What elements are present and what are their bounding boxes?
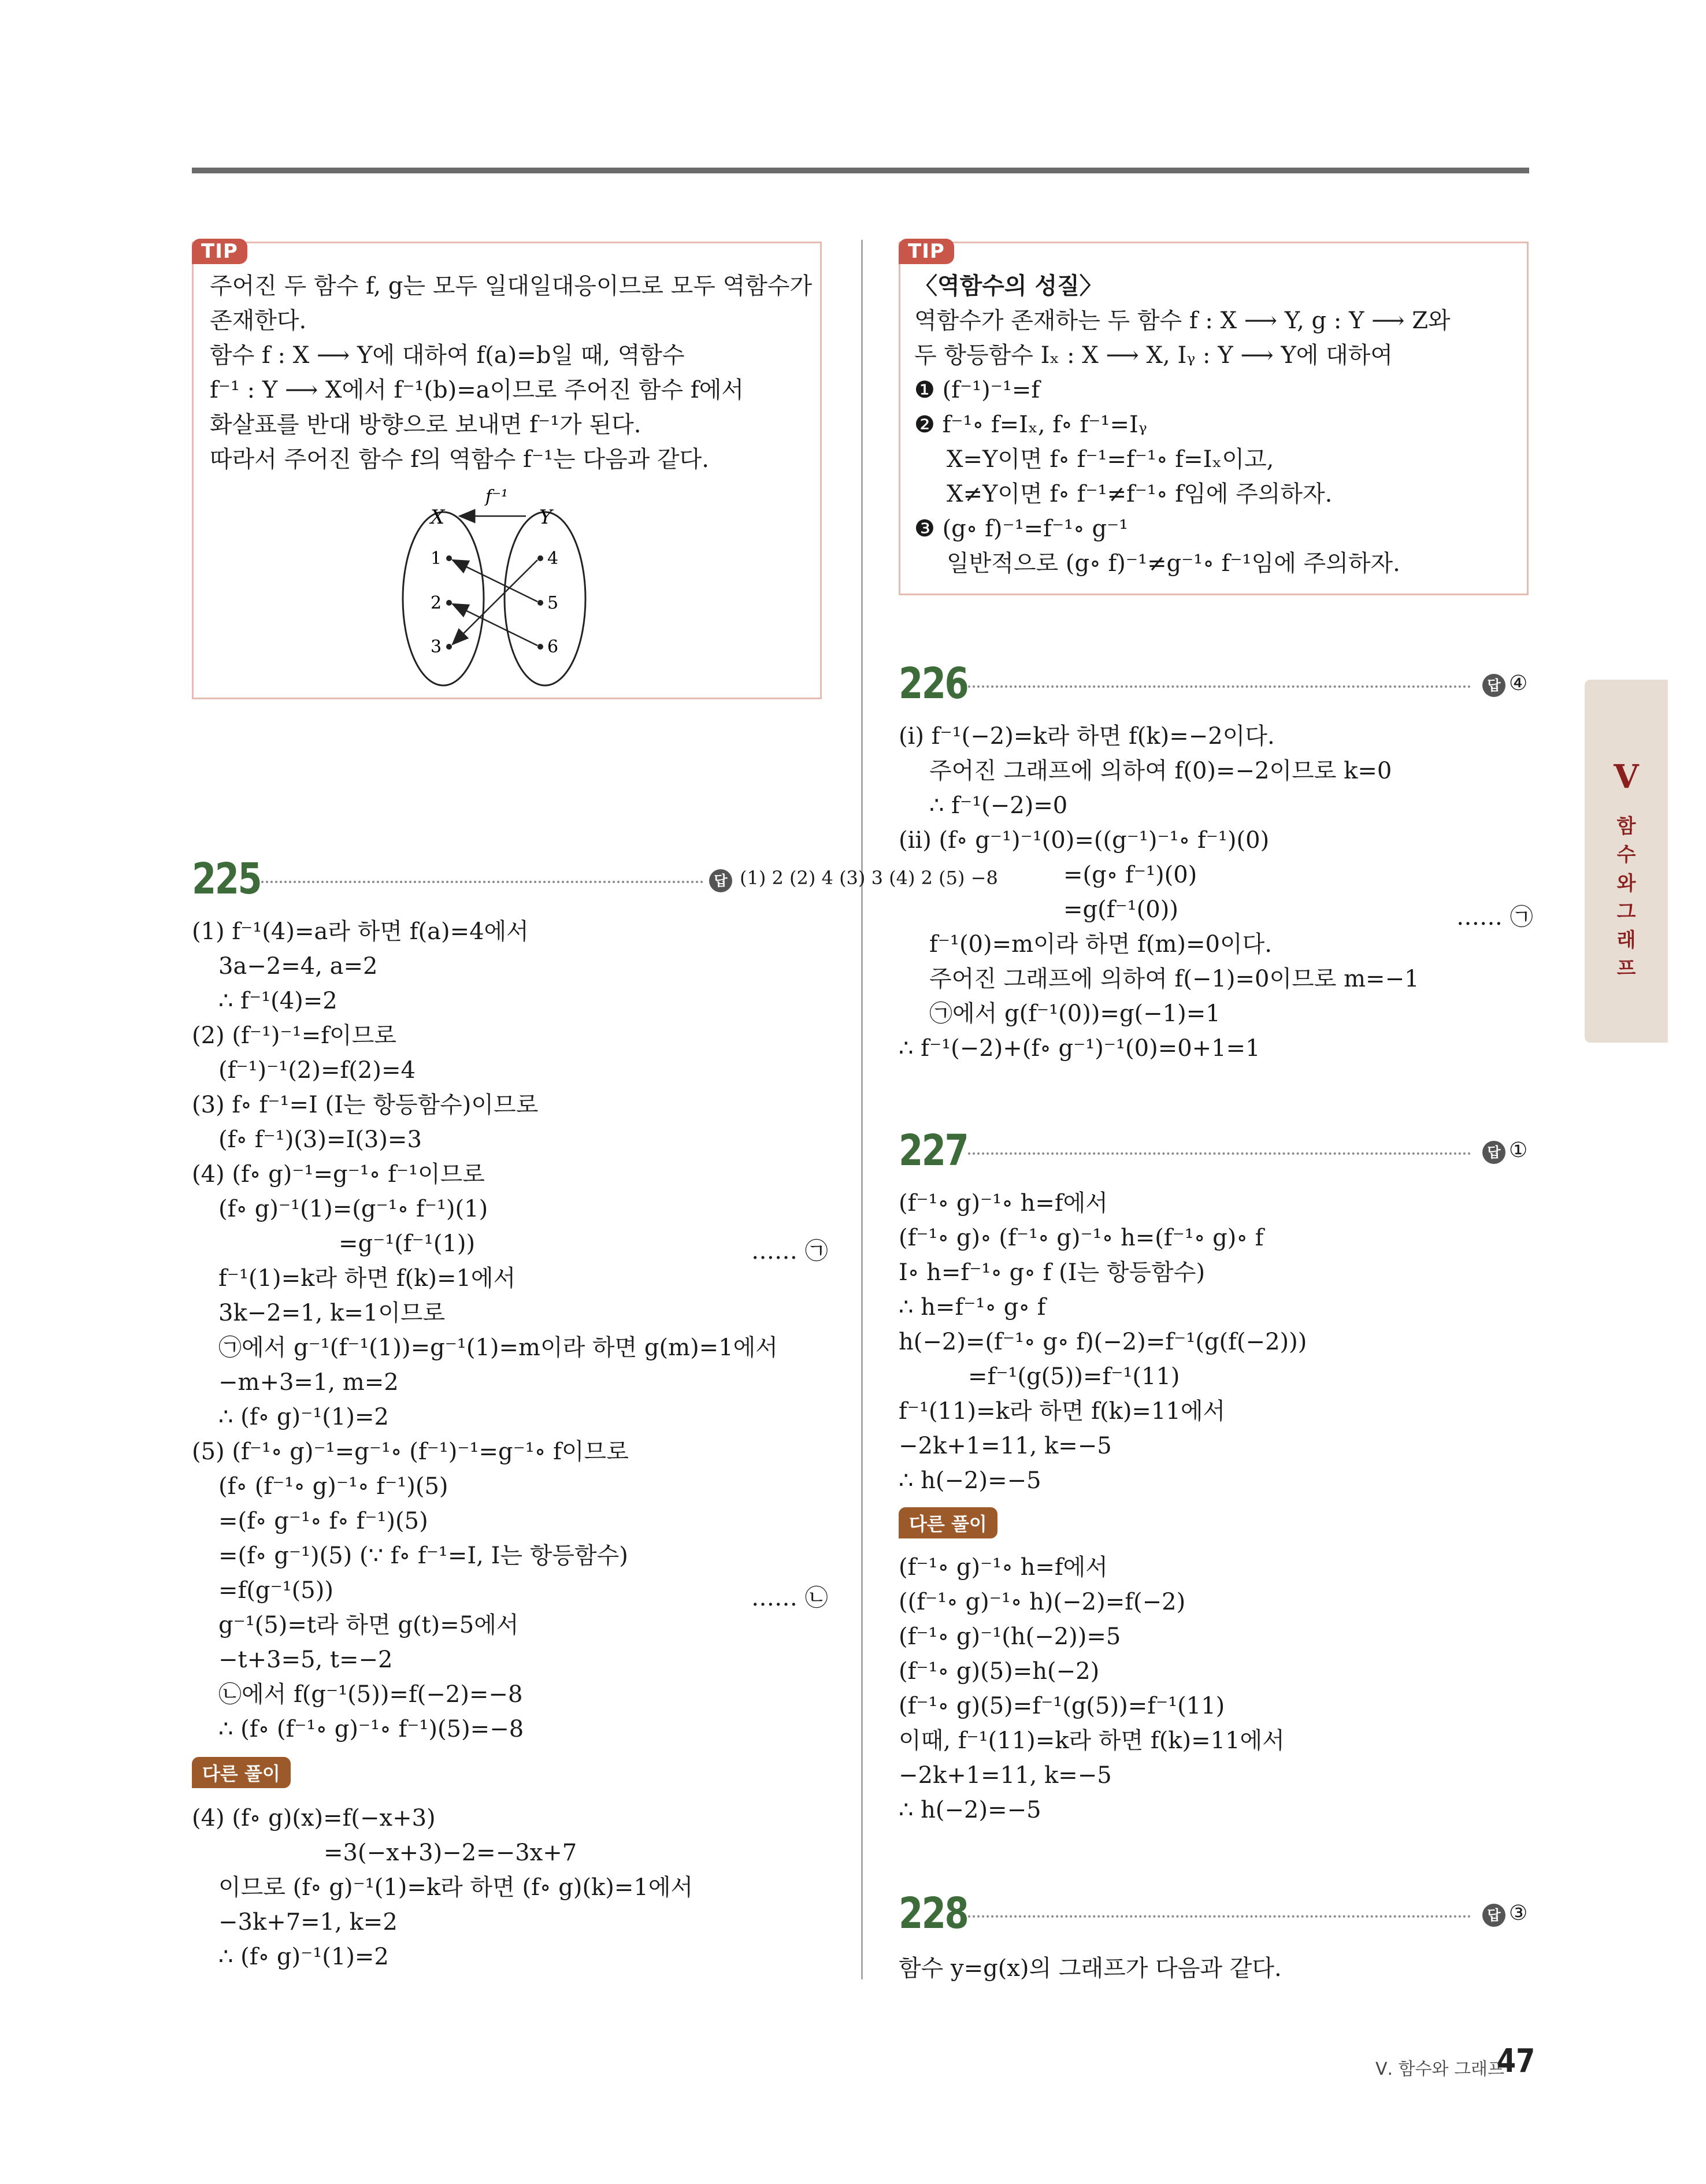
set-y-label: Y (539, 506, 552, 529)
solution-line: −m+3=1, m=2 (218, 1369, 399, 1396)
tip-line: X≠Y이면 f∘ f⁻¹≠f⁻¹∘ f임에 주의하자. (947, 481, 1333, 507)
answer-icon: 답 (709, 869, 732, 892)
solution-line: =(f∘ g⁻¹)(5) (∵ f∘ f⁻¹=I, I는 항등함수) (218, 1542, 628, 1569)
solution-line: g⁻¹(5)=t라 하면 g(t)=5에서 (218, 1612, 519, 1638)
solution-line: =(f∘ g⁻¹∘ f∘ f⁻¹)(5) (218, 1508, 428, 1534)
solution-line: ∴ f⁻¹(−2)=0 (929, 792, 1068, 819)
solution-line: ㉠에서 g⁻¹(f⁻¹(1))=g⁻¹(1)=m이라 하면 g(m)=1에서 (218, 1334, 778, 1361)
alt-solution-line: =3(−x+3)−2=−3x+7 (324, 1840, 577, 1866)
arrow-label: f⁻¹ (485, 487, 508, 507)
alt-solution-badge: 다른 풀이 (899, 1507, 997, 1538)
answer-icon: 답 (1482, 1904, 1505, 1927)
problem-number: 228 (899, 1889, 968, 1938)
solution-line: f⁻¹(11)=k라 하면 f(k)=11에서 (899, 1398, 1226, 1425)
solution-line: f⁻¹(0)=m이라 하면 f(m)=0이다. (929, 931, 1272, 958)
alt-solution-line: (f⁻¹∘ g)⁻¹(h(−2))=5 (899, 1623, 1121, 1650)
map-arrow (453, 560, 537, 644)
equation-mark: …… ㉠ (751, 1238, 828, 1265)
alt-solution-line: (f⁻¹∘ g)(5)=f⁻¹(g(5))=f⁻¹(11) (899, 1693, 1225, 1719)
alt-solution-line: 이때, f⁻¹(11)=k라 하면 f(k)=11에서 (899, 1727, 1285, 1754)
tip-line: 〈역함수의 성질〉 (914, 272, 1103, 299)
alt-solution-line: ((f⁻¹∘ g)⁻¹∘ h)(−2)=f(−2) (899, 1589, 1186, 1615)
alt-solution-line: (f⁻¹∘ g)⁻¹∘ h=f에서 (899, 1554, 1108, 1581)
answer-text: (1) 2 (2) 4 (3) 3 (4) 2 (5) −8 (740, 867, 998, 889)
chapter-label-char: 프 (1616, 957, 1636, 981)
solution-line: (f∘ g)⁻¹(1)=(g⁻¹∘ f⁻¹)(1) (218, 1196, 488, 1222)
solution-line: (f⁻¹)⁻¹(2)=f(2)=4 (218, 1057, 416, 1084)
column-divider (861, 240, 863, 1979)
solution-line: (2) (f⁻¹)⁻¹=f이므로 (192, 1022, 396, 1049)
solution-line: ㉡에서 f(g⁻¹(5))=f(−2)=−8 (218, 1681, 523, 1708)
y-elem: 6 (547, 637, 559, 657)
solution-line: ㉠에서 g(f⁻¹(0))=g(−1)=1 (929, 1000, 1221, 1027)
solution-line: ∴ f⁻¹(4)=2 (218, 988, 338, 1014)
tip-line: X=Y이면 f∘ f⁻¹=f⁻¹∘ f=Iₓ이고, (947, 446, 1274, 473)
solution-line: 주어진 그래프에 의하여 f(0)=−2이므로 k=0 (929, 758, 1392, 784)
chapter-label-char: 수 (1616, 843, 1636, 867)
solution-line: =g(f⁻¹(0)) (1063, 896, 1178, 923)
x-elem: 3 (431, 637, 442, 657)
alt-solution-line: ∴ (f∘ g)⁻¹(1)=2 (218, 1944, 389, 1970)
answer-icon: 답 (1482, 674, 1505, 697)
alt-solution-badge: 다른 풀이 (192, 1757, 291, 1788)
set-y-ellipse (505, 512, 585, 685)
solution-line: 주어진 그래프에 의하여 f(−1)=0이므로 m=−1 (929, 966, 1419, 992)
solution-line: =(g∘ f⁻¹)(0) (1063, 862, 1197, 888)
leader-dots (261, 881, 703, 883)
solution-line: 함수 y=g(x)의 그래프가 다음과 같다. (899, 1955, 1282, 1982)
problem-number: 227 (899, 1126, 968, 1176)
chapter-label-char: 함 (1616, 815, 1636, 838)
chapter-side-tab (1585, 680, 1668, 1043)
tip-badge: TIP (899, 239, 954, 264)
solution-line: =f⁻¹(g(5))=f⁻¹(11) (968, 1363, 1180, 1390)
equation-mark: …… ㉠ (1456, 904, 1533, 930)
solution-line: h(−2)=(f⁻¹∘ g∘ f)(−2)=f⁻¹(g(f(−2))) (899, 1329, 1307, 1355)
alt-solution-line: (f⁻¹∘ g)(5)=h(−2) (899, 1658, 1100, 1685)
alt-solution-line: −3k+7=1, k=2 (218, 1909, 398, 1935)
solution-line: =g⁻¹(f⁻¹(1)) (339, 1230, 476, 1257)
answer-icon: 답 (1482, 1141, 1505, 1164)
solution-line: (ⅰ) f⁻¹(−2)=k라 하면 f(k)=−2이다. (899, 723, 1275, 750)
solution-line: ∴ (f∘ (f⁻¹∘ g)⁻¹∘ f⁻¹)(5)=−8 (218, 1716, 524, 1742)
solution-line: ∴ h=f⁻¹∘ g∘ f (899, 1294, 1046, 1321)
solution-line: (f∘ f⁻¹)(3)=I(3)=3 (218, 1126, 422, 1153)
map-arrow (453, 604, 537, 646)
map-arrow (453, 560, 537, 602)
chapter-roman: V (1614, 758, 1639, 796)
chapter-label-char: 와 (1616, 872, 1636, 895)
solution-line: ∴ h(−2)=−5 (899, 1467, 1041, 1494)
answer-text: ① (1509, 1139, 1528, 1162)
tip-line: ❶ (f⁻¹)⁻¹=f (914, 377, 1040, 403)
tip-line: 일반적으로 (g∘ f)⁻¹≠g⁻¹∘ f⁻¹임에 주의하자. (947, 550, 1400, 577)
tip-line: 두 항등함수 Iₓ : X ⟶ X, Iᵧ : Y ⟶ Y에 대하여 (914, 342, 1393, 369)
x-elem: 1 (431, 548, 442, 569)
chapter-label-char: 그 (1616, 900, 1636, 924)
leader-dots (968, 1152, 1471, 1155)
tip-line: 주어진 두 함수 f, g는 모두 일대일대응이므로 모두 역함수가 (210, 273, 813, 299)
problem-228-header (899, 1889, 1529, 1938)
tip-line: 화살표를 반대 방향으로 보내면 f⁻¹가 된다. (210, 411, 641, 438)
problem-226-header (899, 659, 1529, 709)
tip-box-left (192, 242, 822, 699)
solution-line: −2k+1=11, k=−5 (899, 1433, 1112, 1459)
problem-number: 225 (192, 854, 261, 904)
tip-line: 존재한다. (210, 307, 307, 334)
solution-line: (3) f∘ f⁻¹=I (I는 항등함수)이므로 (192, 1092, 539, 1118)
solution-line: (5) (f⁻¹∘ g)⁻¹=g⁻¹∘ (f⁻¹)⁻¹=g⁻¹∘ f이므로 (192, 1438, 629, 1465)
solution-line: 3k−2=1, k=1이므로 (218, 1300, 446, 1326)
solution-line: −t+3=5, t=−2 (218, 1647, 393, 1673)
problem-225-header (192, 854, 998, 904)
equation-mark: …… ㉡ (751, 1585, 828, 1611)
solution-line: (4) (f∘ g)⁻¹=g⁻¹∘ f⁻¹이므로 (192, 1161, 485, 1188)
answer-text: ④ (1509, 672, 1528, 695)
leader-dots (968, 1915, 1471, 1918)
solution-line: (f⁻¹∘ g)∘ (f⁻¹∘ g)⁻¹∘ h=(f⁻¹∘ g)∘ f (899, 1225, 1264, 1251)
answer-text: ③ (1509, 1901, 1528, 1925)
solution-line: ∴ (f∘ g)⁻¹(1)=2 (218, 1404, 389, 1430)
leader-dots (968, 685, 1471, 688)
alt-solution-line: −2k+1=11, k=−5 (899, 1762, 1112, 1789)
alt-solution-line: ∴ h(−2)=−5 (899, 1797, 1041, 1823)
solution-line: (ⅱ) (f∘ g⁻¹)⁻¹(0)=((g⁻¹)⁻¹∘ f⁻¹)(0) (899, 827, 1270, 854)
solution-line: (1) f⁻¹(4)=a라 하면 f(a)=4에서 (192, 918, 529, 945)
solution-line: I∘ h=f⁻¹∘ g∘ f (I는 항등함수) (899, 1259, 1206, 1286)
y-elem: 4 (547, 548, 559, 569)
solution-line: (f⁻¹∘ g)⁻¹∘ h=f에서 (899, 1190, 1108, 1217)
tip-badge: TIP (192, 239, 247, 264)
inverse-mapping-diagram (396, 480, 615, 694)
solution-line: f⁻¹(1)=k라 하면 f(k)=1에서 (218, 1265, 516, 1292)
chapter-label (1585, 813, 1668, 984)
chapter-label-char: 래 (1616, 929, 1636, 952)
tip-line: 따라서 주어진 함수 f의 역함수 f⁻¹는 다음과 같다. (210, 446, 709, 473)
tip-line: ❸ (g∘ f)⁻¹=f⁻¹∘ g⁻¹ (914, 516, 1129, 542)
tip-line: f⁻¹ : Y ⟶ X에서 f⁻¹(b)=a이므로 주어진 함수 f에서 (210, 377, 744, 403)
solution-line: 3a−2=4, a=2 (218, 953, 378, 980)
top-rule (192, 168, 1529, 173)
solution-line: (f∘ (f⁻¹∘ g)⁻¹∘ f⁻¹)(5) (218, 1473, 448, 1500)
alt-solution-line: (4) (f∘ g)(x)=f(−x+3) (192, 1805, 436, 1831)
solution-line: ∴ f⁻¹(−2)+(f∘ g⁻¹)⁻¹(0)=0+1=1 (899, 1035, 1260, 1062)
solution-line: =f(g⁻¹(5)) (218, 1577, 333, 1604)
set-x-ellipse (403, 512, 484, 685)
problem-number: 226 (899, 659, 968, 709)
page-number: 47 (1497, 2042, 1536, 2080)
tip-box-right (899, 242, 1529, 595)
x-elem: 2 (431, 593, 442, 613)
tip-line: 역함수가 존재하는 두 함수 f : X ⟶ Y, g : Y ⟶ Z와 (914, 307, 1451, 334)
tip-line: 함수 f : X ⟶ Y에 대하여 f(a)=b일 때, 역함수 (210, 342, 685, 369)
alt-solution-line: 이므로 (f∘ g)⁻¹(1)=k라 하면 (f∘ g)(k)=1에서 (218, 1874, 693, 1901)
footer-chapter-label: Ⅴ. 함수와 그래프 (1375, 2059, 1505, 2079)
y-elem: 5 (547, 593, 559, 613)
tip-line: ❷ f⁻¹∘ f=Iₓ, f∘ f⁻¹=Iᵧ (914, 411, 1147, 438)
problem-227-header (899, 1126, 1529, 1176)
set-x-label: X (431, 506, 445, 529)
